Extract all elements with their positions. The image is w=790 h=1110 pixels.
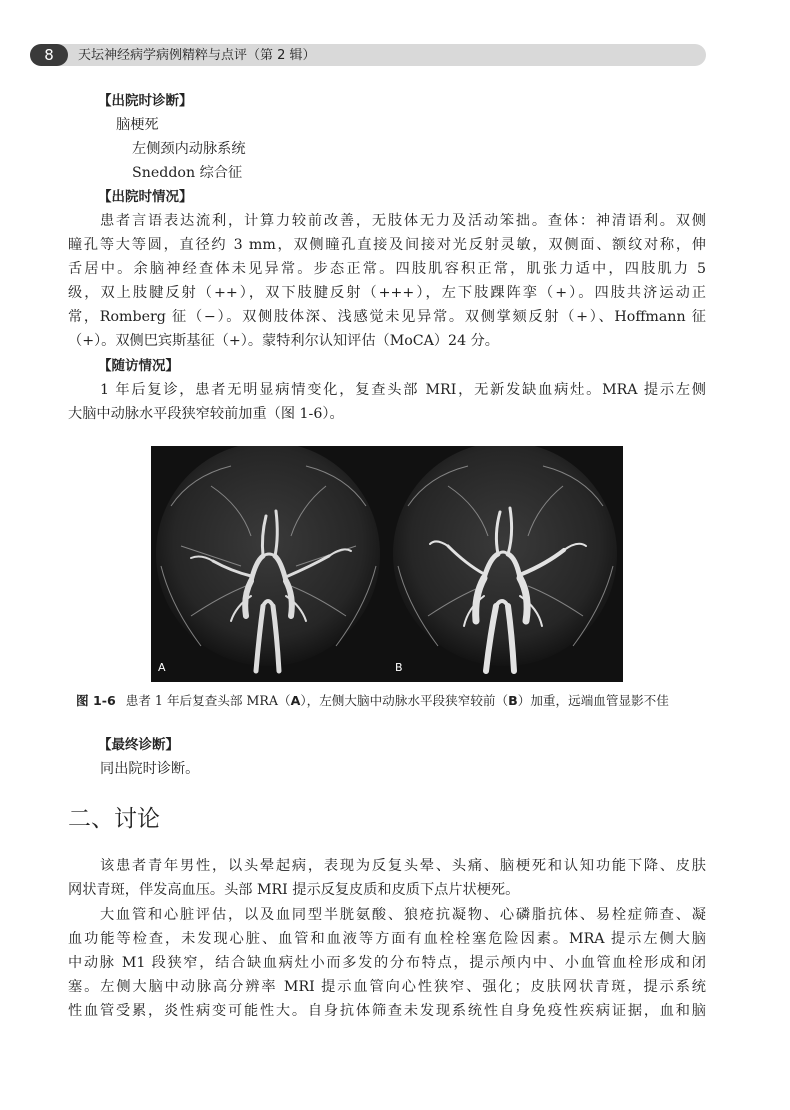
paragraph-line: 中动脉 M1 段狭窄，结合缺血病灶小而多发的分布特点，提示颅内中、小血管血栓形成和闭 — [68, 955, 706, 971]
paragraph-line: 该患者青年男性，以头晕起病，表现为反复头晕、头痛、脑梗死和认知功能下降、皮肤 — [100, 858, 706, 874]
paragraph-line: 舌居中。余脑神经查体未见异常。步态正常。四肢肌容积正常，肌张力适中，四肢肌力 5 — [68, 261, 706, 277]
paragraph-line: 1 年后复诊，患者无明显病情变化，复查头部 MRI，无新发缺血病灶。MRA 提示左侧 — [100, 382, 706, 398]
caption-ref-b: B — [508, 693, 518, 708]
diagnosis-item: Sneddon 综合征 — [132, 165, 243, 181]
caption-text: ）加重，远端血管显影不佳 — [517, 693, 669, 708]
panel-label-b: B — [395, 661, 403, 674]
follow-up-heading: 【随访情况】 — [98, 358, 179, 374]
mra-figure — [151, 446, 623, 682]
mra-image-b — [388, 446, 623, 682]
section-title: 二、讨论 — [68, 806, 160, 832]
paragraph-line: 大脑中动脉水平段狭窄较前加重（图 1-6）。 — [68, 406, 344, 422]
paragraph-line: 常，Romberg 征（−）。双侧肢体深、浅感觉未见异常。双侧掌颏反射（+）、Hoffmann 征 — [68, 309, 706, 325]
paragraph-line: （+）。双侧巴宾斯基征（+）。蒙特利尔认知评估（MoCA）24 分。 — [68, 333, 499, 349]
diagnosis-item: 脑梗死 — [116, 117, 159, 133]
caption-ref-a: A — [290, 693, 301, 708]
figure-label: 图 1-6 — [76, 693, 116, 708]
figure-caption — [76, 692, 669, 710]
paragraph-line: 网状青斑，伴发高血压。头部 MRI 提示反复皮质和皮质下点片状梗死。 — [68, 882, 520, 898]
final-diagnosis-text: 同出院时诊断。 — [100, 761, 200, 777]
paragraph-line: 大血管和心脏评估，以及血同型半胱氨酸、狼疮抗凝物、心磷脂抗体、易栓症筛查、凝 — [100, 907, 706, 923]
paragraph-line: 血功能等检查，未发现心脏、血管和血液等方面有血栓栓塞危险因素。MRA 提示左侧大脑 — [68, 931, 706, 947]
page-number: 8 — [30, 44, 68, 66]
caption-text: 患者 1 年后复查头部 MRA（ — [125, 693, 291, 708]
panel-label-a: A — [158, 661, 166, 674]
mra-image-a — [151, 446, 386, 682]
paragraph-line: 患者言语表达流利，计算力较前改善，无肢体无力及活动笨拙。查体：神清语利。双侧 — [100, 213, 706, 229]
mra-panel-a — [151, 446, 386, 682]
paragraph-line: 级，双上肢腱反射（++），双下肢腱反射（+++），左下肢踝阵挛（+）。四肢共济运动正 — [68, 285, 706, 301]
discharge-diagnosis-heading: 【出院时诊断】 — [98, 93, 193, 109]
paragraph-line: 性血管受累，炎性病变可能性大。自身抗体筛查未发现系统性自身免疫性疾病证据，血和脑 — [68, 1003, 706, 1019]
final-diagnosis-heading: 【最终诊断】 — [98, 737, 179, 753]
diagnosis-item: 左侧颈内动脉系统 — [132, 141, 246, 157]
discharge-status-heading: 【出院时情况】 — [98, 189, 193, 205]
running-title: 天坛神经病学病例精粹与点评（第 2 辑） — [78, 48, 316, 63]
paragraph-line: 塞。左侧大脑中动脉高分辨率 MRI 提示血管向心性狭窄、强化；皮肤网状青斑，提示系统 — [68, 979, 706, 995]
caption-text: ），左侧大脑中动脉水平段狭窄较前（ — [300, 693, 509, 708]
mra-panel-b — [388, 446, 623, 682]
paragraph-line: 瞳孔等大等圆，直径约 3 mm，双侧瞳孔直接及间接对光反射灵敏，双侧面、额纹对称，伸 — [68, 237, 706, 253]
